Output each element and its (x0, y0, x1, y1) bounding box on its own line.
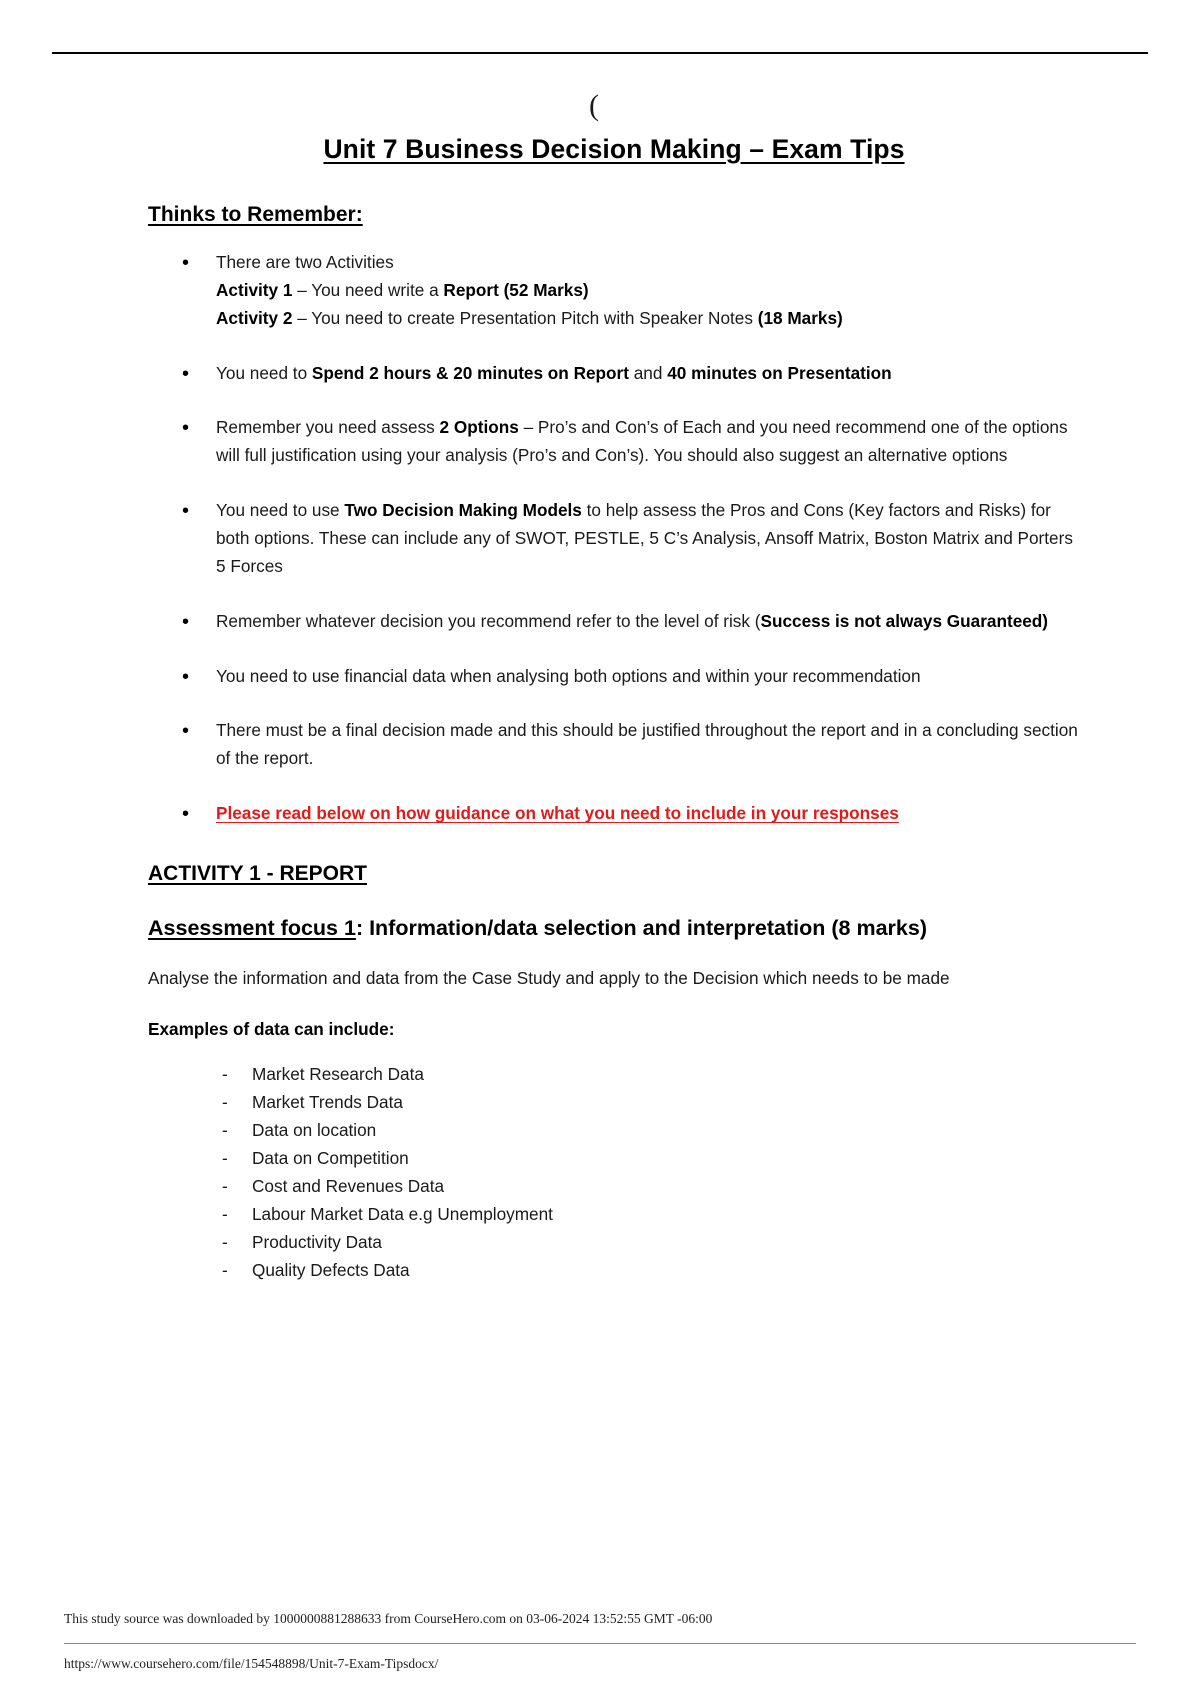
list-item: - Data on Competition (148, 1144, 1080, 1172)
list-item: - Quality Defects Data (148, 1256, 1080, 1284)
text-run: There must be a final decision made and this should be justified throughout the report and in a concluding section of the report. (216, 720, 1078, 769)
text-run: Remember you need assess (216, 417, 440, 438)
bold-run: Activity 1 (216, 279, 293, 300)
text-run: – Pro’s and Con’s of Each and you need recommend one of the options will full justification using your analysis (Pro’s and Con’s). You should also suggest an alternative options (216, 417, 1068, 466)
bullet-line (216, 360, 1080, 388)
assessment-focus-paragraph: Analyse the information and data from the Case Study and apply to the Decision which needs to be made (148, 968, 950, 989)
bullet-line (216, 249, 1080, 277)
list-item (148, 663, 1080, 691)
bold-run: 40 minutes on Presentation (667, 362, 892, 383)
bullet-line (216, 663, 1080, 691)
text-run: There are two Activities (216, 252, 394, 272)
bullet-line (216, 497, 1080, 581)
list-item (148, 414, 1080, 470)
list-item (148, 497, 1080, 581)
page-title: Unit 7 Business Decision Making – Exam Tips (323, 134, 905, 164)
list-item (148, 717, 1080, 773)
bullet-line (216, 414, 1080, 470)
list-item: - Labour Market Data e.g Unemployment (148, 1200, 1080, 1228)
tips-bullet-list (148, 249, 1080, 773)
text-run: You need to (216, 362, 312, 383)
bold-run: Spend 2 hours & 20 minutes on Report (311, 362, 629, 383)
text-run: Remember whatever decision you recommend refer to the level of risk ( (216, 610, 761, 631)
red-guidance-note: • Please read below on how guidance on what you need to include in your responses (216, 803, 899, 824)
bullet-line (216, 608, 1080, 636)
list-item: - Data on location (148, 1116, 1080, 1144)
list-item (148, 249, 1080, 333)
assessment-focus-label: Assessment focus 1 (148, 916, 356, 941)
bullet-line (216, 717, 1080, 773)
list-item: - Productivity Data (148, 1228, 1080, 1256)
bold-run: Two Decision Making Models (344, 500, 582, 521)
page-footer (64, 1611, 1136, 1672)
examples-list (148, 1060, 1080, 1284)
text-run: – You need write a (292, 279, 444, 300)
bullet-line (216, 277, 1080, 305)
assessment-focus-rest: : Information/data selection and interpretation (8 marks) (355, 916, 927, 941)
text-run: You need to use financial data when analysing both options and within your recommendation (216, 665, 921, 686)
text-run: You need to use (216, 500, 345, 521)
bold-run: (18 Marks) (757, 307, 843, 328)
bold-run: Report (52 Marks) (443, 279, 589, 300)
pen-mark-glyph: ( (589, 89, 599, 122)
list-item (148, 800, 1080, 828)
bold-run: 2 Options (439, 417, 519, 438)
list-item: - Cost and Revenues Data (148, 1172, 1080, 1200)
document-content (148, 86, 1080, 1284)
bold-run: Activity 2 (216, 307, 293, 328)
list-item: - Market Research Data (148, 1060, 1080, 1088)
text-run: – You need to create Presentation Pitch with Speaker Notes (292, 307, 758, 328)
header-divider (52, 52, 1148, 54)
bold-run: Success is not always Guaranteed) (760, 610, 1049, 631)
section-heading-things-to-remember: Thinks to Remember: (148, 203, 363, 226)
source-url[interactable]: https://www.coursehero.com/file/154548898/Unit-7-Exam-Tipsdocx/ (64, 1656, 439, 1671)
assessment-focus-heading (148, 916, 1080, 941)
list-item (148, 360, 1080, 388)
activity-1-heading: ACTIVITY 1 - REPORT (148, 862, 367, 886)
list-item (148, 608, 1080, 636)
examples-label: Examples of data can include: (148, 1018, 395, 1039)
download-note: This study source was downloaded by 1000000881288633 from CourseHero.com on 03-06-2024 13:52:55 GMT -06:00 (64, 1611, 713, 1626)
text-run: and (628, 362, 668, 383)
text-run: to help assess the Pros and Cons (Key factors and Risks) for both options. These can include any of SWOT, PESTLE, 5 C’s Analysis, Ansoff Matrix, Boston Matrix and Porters 5 Forces (216, 500, 1073, 576)
bullet-line (216, 305, 1080, 333)
red-note-list (148, 800, 1080, 828)
list-item: - Market Trends Data (148, 1088, 1080, 1116)
